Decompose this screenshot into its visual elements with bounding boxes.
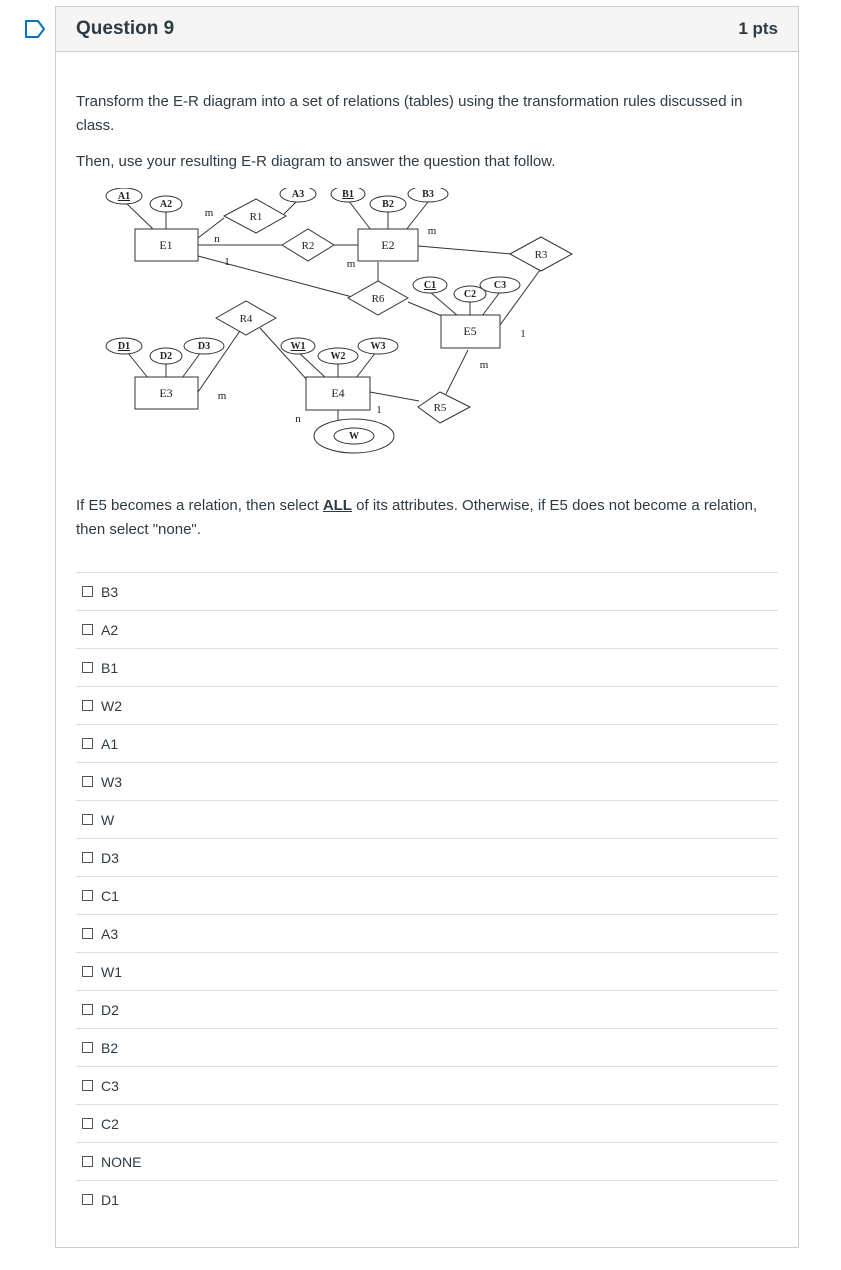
question-points: 1 pts xyxy=(738,19,778,38)
answer-option-c2[interactable] xyxy=(76,1105,778,1143)
rel-r6: R6 xyxy=(371,293,385,305)
checkbox[interactable] xyxy=(82,738,93,749)
card-e1-r2: n xyxy=(214,233,220,245)
question-intro-2: Then, use your resulting E-R diagram to answer the question that follow. xyxy=(76,153,556,170)
checkbox[interactable] xyxy=(82,928,93,939)
question-emphasis: ALL xyxy=(322,497,352,514)
checkbox[interactable] xyxy=(82,1080,93,1091)
rel-r2: R2 xyxy=(301,240,315,252)
attr-d3: D3 xyxy=(197,341,211,352)
answer-label: A3 xyxy=(101,925,119,942)
question-card xyxy=(55,6,799,1248)
answer-label: W xyxy=(101,811,115,828)
attr-w2: W2 xyxy=(330,351,346,362)
answer-label: C1 xyxy=(101,887,119,904)
attr-c2: C2 xyxy=(463,289,477,300)
checkbox[interactable] xyxy=(82,1004,93,1015)
rel-r4: R4 xyxy=(239,313,253,325)
answer-label: B1 xyxy=(101,659,119,676)
card-e1-r1: m xyxy=(204,207,214,219)
attr-w: W xyxy=(349,431,359,442)
entity-e5: E5 xyxy=(463,324,477,338)
answer-list xyxy=(76,572,778,1218)
rel-r3: R3 xyxy=(534,249,548,261)
question-text-part: of its attributes. Otherwise, if E5 does not become a relation, then select "none". xyxy=(76,497,758,538)
answer-label: D2 xyxy=(101,1001,119,1018)
flag-question-icon[interactable] xyxy=(24,19,46,39)
answer-option-a3[interactable] xyxy=(76,915,778,953)
checkbox[interactable] xyxy=(82,662,93,673)
answer-label: C2 xyxy=(101,1115,119,1132)
checkbox[interactable] xyxy=(82,1042,93,1053)
attr-d1: D1 xyxy=(117,341,131,352)
attr-c1: C1 xyxy=(423,280,437,291)
attr-b2: B2 xyxy=(382,199,394,210)
checkbox[interactable] xyxy=(82,624,93,635)
checkbox[interactable] xyxy=(82,1156,93,1167)
card-e5-r5: m xyxy=(479,359,489,371)
attr-w3: W3 xyxy=(370,341,386,352)
card-e1-r6: 1 xyxy=(224,256,230,268)
answer-option-d3[interactable] xyxy=(76,839,778,877)
question-body xyxy=(56,52,798,1218)
attr-w1: W1 xyxy=(290,341,306,352)
attr-b1: B1 xyxy=(342,189,354,200)
question-intro-1: Transform the E-R diagram into a set of relations (tables) using the transformation rules discussed in class. xyxy=(76,93,743,134)
answer-option-w2[interactable] xyxy=(76,687,778,725)
rel-r1: R1 xyxy=(249,211,263,223)
checkbox[interactable] xyxy=(82,1194,93,1205)
checkbox[interactable] xyxy=(82,586,93,597)
answer-option-none[interactable] xyxy=(76,1143,778,1181)
answer-option-b3[interactable] xyxy=(76,573,778,611)
answer-label: D3 xyxy=(101,849,119,866)
entity-e2: E2 xyxy=(381,238,395,252)
answer-option-c3[interactable] xyxy=(76,1067,778,1105)
answer-option-d2[interactable] xyxy=(76,991,778,1029)
checkbox[interactable] xyxy=(82,700,93,711)
question-header xyxy=(56,7,798,52)
checkbox[interactable] xyxy=(82,852,93,863)
attr-c3: C3 xyxy=(493,280,507,291)
answer-option-w[interactable] xyxy=(76,801,778,839)
attr-d2: D2 xyxy=(159,351,173,362)
answer-option-w3[interactable] xyxy=(76,763,778,801)
answer-option-a1[interactable] xyxy=(76,725,778,763)
answer-label: A2 xyxy=(101,621,119,638)
checkbox[interactable] xyxy=(82,890,93,901)
card-e4-r5: 1 xyxy=(376,404,382,416)
answer-label: W1 xyxy=(101,963,122,980)
question-text-part: If E5 becomes a relation, then select xyxy=(76,497,323,514)
entity-e1: E1 xyxy=(159,238,173,252)
rel-r5: R5 xyxy=(433,402,447,414)
answer-label: NONE xyxy=(101,1153,142,1170)
attr-b3: B3 xyxy=(422,189,434,200)
card-e5-r3: 1 xyxy=(520,328,526,340)
question-title: Question 9 xyxy=(76,18,175,39)
attr-a1: A1 xyxy=(117,191,131,202)
answer-label: C3 xyxy=(101,1077,119,1094)
attr-a3: A3 xyxy=(291,189,305,200)
question-text xyxy=(76,494,778,542)
answer-option-d1[interactable] xyxy=(76,1181,778,1218)
card-e3-r4: m xyxy=(217,390,227,402)
checkbox[interactable] xyxy=(82,1118,93,1129)
checkbox[interactable] xyxy=(82,814,93,825)
er-diagram xyxy=(76,188,586,478)
answer-label: B3 xyxy=(101,583,119,600)
card-e2-r3: m xyxy=(427,225,437,237)
attr-a2: A2 xyxy=(159,199,173,210)
answer-option-w1[interactable] xyxy=(76,953,778,991)
entity-e3: E3 xyxy=(159,386,173,400)
checkbox[interactable] xyxy=(82,966,93,977)
answer-option-a2[interactable] xyxy=(76,611,778,649)
card-e2-r6: m xyxy=(346,258,356,270)
answer-label: W2 xyxy=(101,697,122,714)
answer-option-b2[interactable] xyxy=(76,1029,778,1067)
entity-e4: E4 xyxy=(331,386,345,400)
answer-label: A1 xyxy=(101,735,119,752)
answer-label: D1 xyxy=(101,1191,119,1208)
answer-option-c1[interactable] xyxy=(76,877,778,915)
answer-label: W3 xyxy=(101,773,122,790)
answer-option-b1[interactable] xyxy=(76,649,778,687)
checkbox[interactable] xyxy=(82,776,93,787)
card-e4-r4: n xyxy=(295,413,301,425)
answer-label: B2 xyxy=(101,1039,119,1056)
